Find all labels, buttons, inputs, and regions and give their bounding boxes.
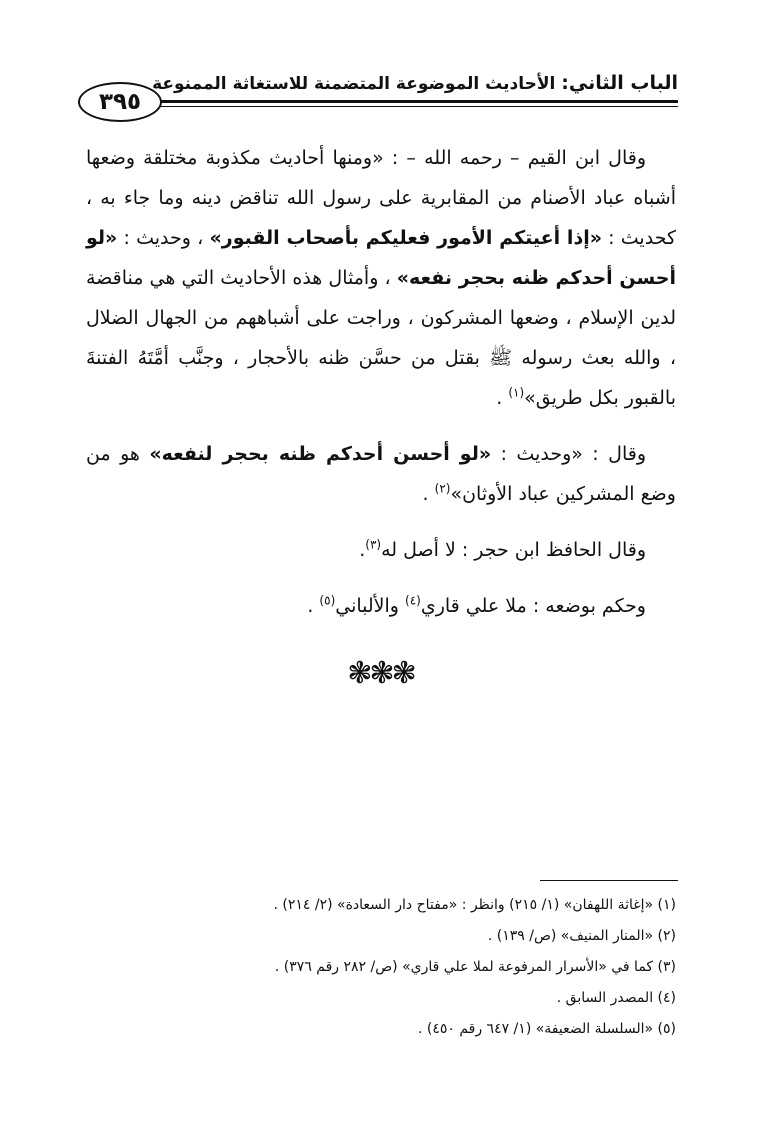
header-rule-thick bbox=[160, 100, 678, 103]
text-run: وقال الحافظ ابن حجر : لا أصل له bbox=[381, 539, 646, 561]
footnote-item: (٥) «السلسلة الضعيفة» (١/ ٦٤٧ رقم ٤٥٠) . bbox=[417, 1021, 676, 1037]
footnote-item: (٤) المصدر السابق . bbox=[556, 990, 676, 1006]
header-rule-thin bbox=[160, 106, 678, 107]
text-run: ، وأمثال هذه الأحاديث التي هي مناقضة لدين الإسلام ، وضعها المشركون ، وراجت على أشباههم من الجهال الضلال ، والله بعث رسوله ﷺ بقتل من حسَّن ظنه بالأحجار ، وجنَّب أمَّتَهُ الفتنةَ بالقبور بكل طريق» bbox=[86, 267, 676, 409]
text-run: هو من وضع المشركين عباد الأوثان» bbox=[86, 443, 676, 505]
text-run: ، وحديث : bbox=[117, 227, 210, 249]
footnotes bbox=[86, 890, 676, 1045]
hadith-quote: «لو أحسن أحدكم ظنه بحجر نفعه» bbox=[86, 227, 676, 289]
section-separator: ❃❃❃ bbox=[347, 656, 414, 691]
footnote-ref: (٤) bbox=[405, 593, 421, 608]
hadith-quote: «لو أحسن أحدكم ظنه بحجر لنفعه» bbox=[149, 443, 492, 465]
paragraph-ibn-hajar bbox=[86, 530, 676, 570]
text-run: وقال ابن القيم – رحمه الله – : «ومنها أحاديث مكذوبة مختلقة وضعها أشباه عباد الأصنام من المقابرية على رسول الله تناقض دينه وما جاء به ، كحديث : bbox=[86, 147, 676, 249]
text-run: وقال : «وحديث : bbox=[491, 443, 646, 465]
main-text bbox=[86, 138, 676, 642]
paragraph-ibn-al-qayyim bbox=[86, 138, 676, 418]
footnote-ref: (٥) bbox=[319, 593, 336, 608]
hadith-quote: «إذا أعيتكم الأمور فعليكم بأصحاب القبور» bbox=[209, 227, 602, 249]
text-run: وحكم بوضعه : ملا علي قاري bbox=[420, 595, 646, 617]
page-number: ٣٩٥ bbox=[78, 82, 162, 122]
running-title bbox=[152, 72, 678, 94]
footnote-ref: (٢) bbox=[434, 481, 451, 496]
footnote-rule bbox=[540, 880, 678, 881]
text-run: . bbox=[359, 539, 366, 561]
text-run: . bbox=[422, 483, 435, 505]
text-run: . bbox=[307, 595, 320, 617]
page-header bbox=[78, 62, 678, 122]
text-run: والألباني bbox=[335, 595, 406, 617]
chapter-title: الأحاديث الموضوعة المتضمنة للاستغاثة الممنوعة bbox=[152, 74, 556, 94]
footnote-item: (١) «إغاثة اللهفان» (١/ ٢١٥) وانظر : «مفتاح دار السعادة» (٢/ ٢١٤) . bbox=[273, 897, 676, 913]
footnote-ref: (١) bbox=[508, 385, 525, 400]
text-run: . bbox=[496, 387, 509, 409]
footnote-item: (٣) كما في «الأسرار المرفوعة لملا علي قاري» (ص/ ٢٨٢ رقم ٣٧٦) . bbox=[274, 959, 676, 975]
footnote-item: (٢) «المنار المنيف» (ص/ ١٣٩) . bbox=[487, 928, 676, 944]
paragraph-ruling bbox=[86, 586, 676, 626]
chapter-label: الباب الثاني: bbox=[561, 72, 678, 94]
paragraph-second-quote bbox=[86, 434, 676, 514]
footnote-ref: (٣) bbox=[365, 537, 382, 552]
